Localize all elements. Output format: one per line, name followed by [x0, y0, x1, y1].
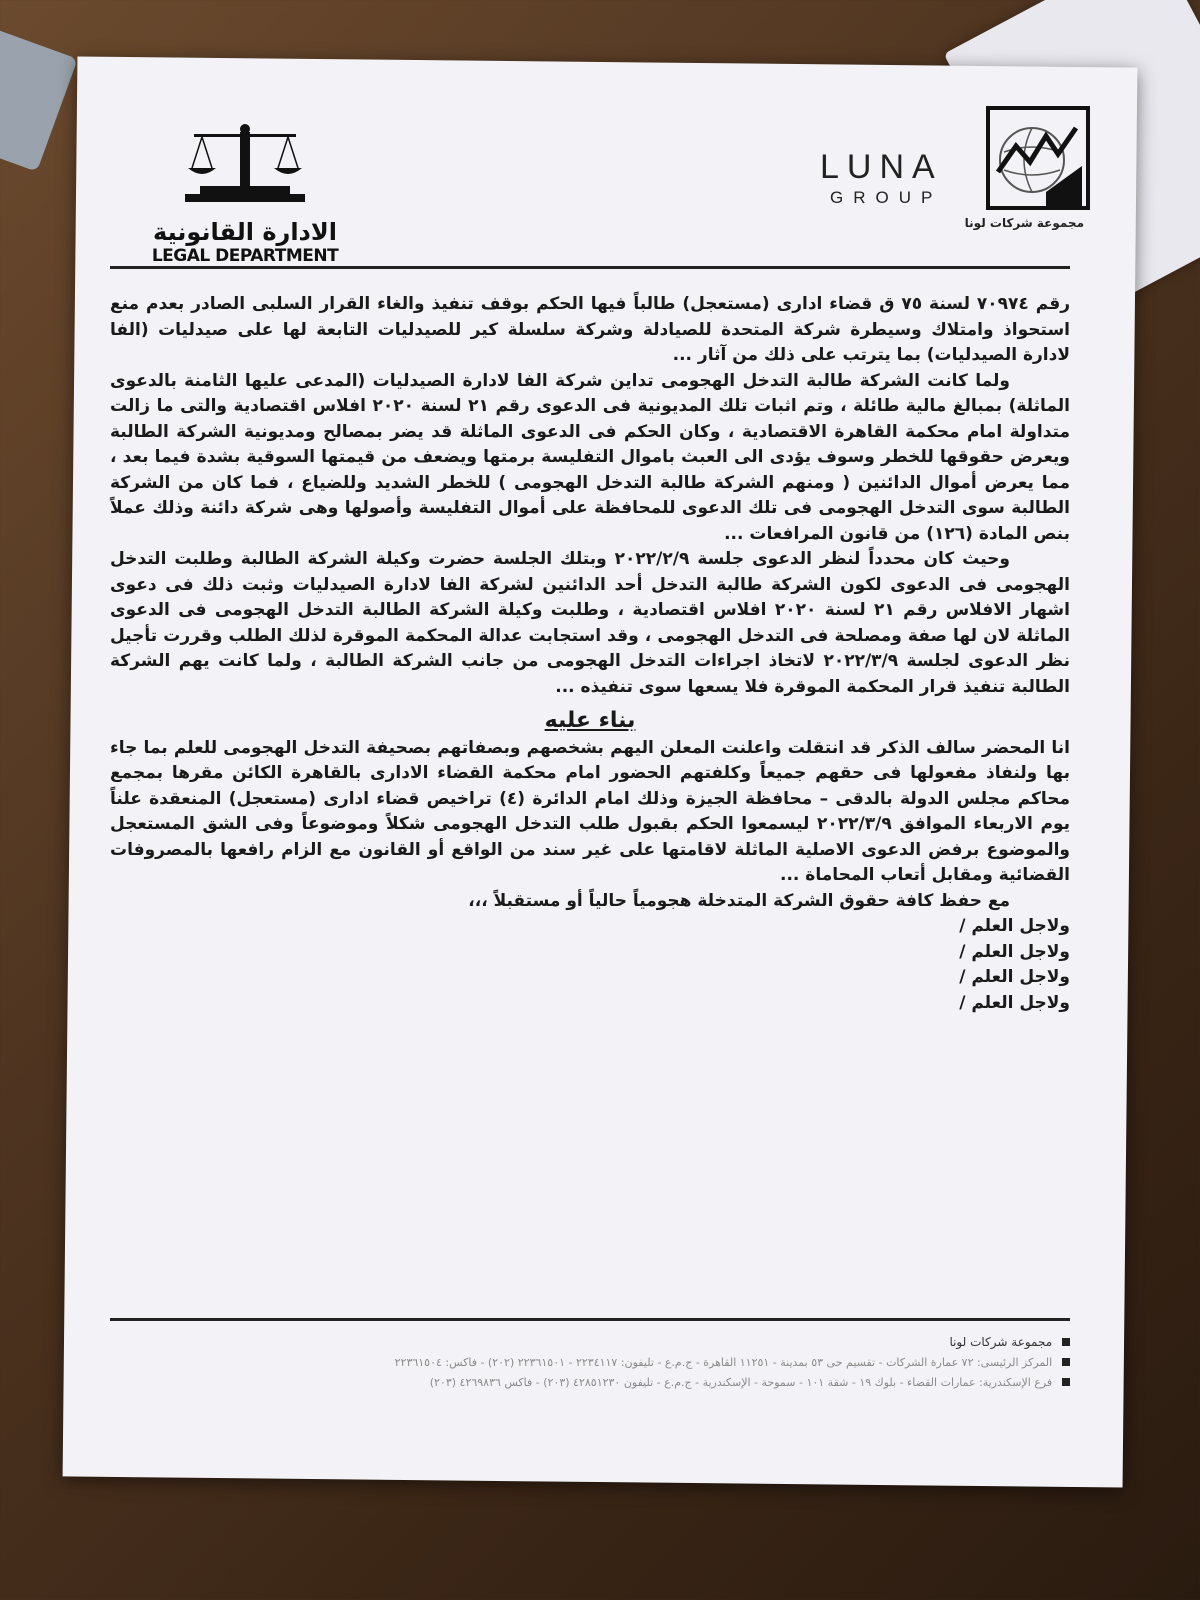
legal-department-logo [150, 120, 340, 266]
footer-head-office: المركز الرئيسى: ٧٢ عمارة الشركات - تقسيم حى ٥٣ بمدينة - ١١٢٥١ القاهرة - ج.م.ع - تليفون: ٢٢٣٤١١٧ - ٢٢٣٦١٥٠١ (٢٠٢) - فاكس: ٢٢٣٦١٥٠٤ [394, 1356, 1053, 1369]
footer-group-line [110, 1335, 1070, 1349]
closing-line: ولاجل العلم / [959, 967, 1070, 987]
legal-department-english: LEGAL DEPARTMENT [151, 246, 339, 266]
footer [110, 1335, 1070, 1395]
bullet-square-icon [1062, 1338, 1070, 1346]
desk-object [0, 28, 78, 172]
header-divider [110, 266, 1070, 269]
footer-group-name: مجموعة شركات لونا [949, 1335, 1053, 1349]
bullet-square-icon [1062, 1378, 1070, 1386]
closing-line: ولاجل العلم / [959, 916, 1070, 936]
brand-subtitle: GROUP [830, 188, 943, 207]
closing-line: ولاجل العلم / [959, 941, 1070, 962]
closing-line: ولاجل العلم / [959, 992, 1070, 1013]
bullet-square-icon [1062, 1358, 1070, 1366]
paragraph-reservation: مع حفظ كافة حقوق الشركة المتدخلة هجومياً حالياً أو مستقبلاً ،،، [468, 890, 1010, 911]
luna-emblem-icon [986, 106, 1090, 210]
brand-name: LUNA [820, 148, 943, 186]
luna-group-logo [800, 100, 1090, 240]
paragraph-creditor-claim: ولما كانت الشركة طالبة التدخل الهجومى تداين شركة الفا لادارة الصيدليات (المدعى عليها الثامنة بالدعوى الماثلة) بمبالغ مالية طائلة ، وتم اثبات تلك المديونية فى الدعوى رقم ٢١ لسنة ٢٠٢٠ افلاس اقتصادية والتى ما زالت متداولة امام محكمة القاهرة الاقتصادية ، وكان الحكم فى الدعوى الماثلة قد يضر بمصالح ومديونية الشركة الطالبة ويعرض حقوقها للخطر وسوف يؤدى الى العبث باموال التفليسة برمتها ويضعف من قيمتها السوقية بشدة فيما بعد ، مما يعرض أموال الدائنين ( ومنهم الشركة طالبة التدخل الهجومى ) للخطر الشديد وللضياع ، فما كان من الشركة الطالبة سوى التدخل الهجومى فى تلك الدعوى للمحافظة على أموال التفليسة وأصولها وهى شركة دائنة وذلك عملاً بنص المادة (١٢٦) من قانون المرافعات ... [110, 370, 1070, 544]
footer-head-office-line [110, 1355, 1070, 1369]
footer-alex-branch-line [110, 1375, 1070, 1389]
paragraph-summons: انا المحضر سالف الذكر قد انتقلت واعلنت المعلن اليهم بشخصهم وبصفاتهم بصحيفة التدخل الهجومى للعلم بما جاء بها ولنفاذ مفعولها فى حقهم جميعاً وكلفتهم الحضور امام محكمة القضاء الادارى بالقاهرة الكائن مقرها بمجمع محاكم مجلس الدولة بالدقى – محافظة الجيزة وذلك امام الدائرة (٤) تراخيص قضاء ادارى (مستعجل) المنعقدة علناً يوم الاربعاء الموافق ٢٠٢٢/٣/٩ ليسمعوا الحكم بقبول طلب التدخل الهجومى شكلاً وموضوعاً وفى الشق المستعجل والموضوع برفض الدعوى الاصلية الماثلة لاقامتها على غير سند من الواقع أو القانون مع الزام رافعها بالمصروفات القضائية ومقابل أتعاب المحاماة ... [110, 737, 1070, 885]
legal-department-arabic: الادارة القانونية [153, 218, 337, 246]
footer-alex-branch: فرع الإسكندرية: عمارات القضاء - بلوك ١٩ - شقة ١٠١ - سموحة - الإسكندرية - ج.م.ع - تليفون ٤٢٨٥١٢٣٠ (٢٠٣) - فاكس ٤٢٦٩٨٣٦ (٢٠٣) [429, 1376, 1053, 1389]
section-heading: بناء عليه [544, 708, 636, 733]
paragraph-case-reference: رقم ٧٠٩٧٤ لسنة ٧٥ ق قضاء ادارى (مستعجل) طالباً فيها الحكم بوقف تنفيذ والغاء القرار السلبى الصادر بعدم منع استحواذ وامتلاك وسيطرة شركة المتحدة للصيادلة وشركة سلسلة كير للصيدليات التابعة لها على صيدليات (الفا لادارة الصيدليات) بما يترتب على ذلك من آثار ... [110, 294, 1070, 365]
document-body [110, 292, 1070, 1016]
footer-divider [110, 1318, 1070, 1321]
paragraph-hearing-history: وحيث كان محدداً لنظر الدعوى جلسة ٢٠٢٢/٢/٩ وبتلك الجلسة حضرت وكيلة الشركة الطالبة وطلبت التدخل الهجومى فى الدعوى لكون الشركة طالبة التدخل أحد الدائنين لشركة الفا لادارة الصيدليات وثبت ذلك فى دعوى اشهار الافلاس رقم ٢١ لسنة ٢٠٢٠ افلاس اقتصادية ، وطلبت وكيلة الشركة الطالبة التدخل الهجومى فى الدعوى الماثلة لان لها صفة ومصلحة فى التدخل الهجومى ، وقد استجابت عدالة المحكمة الموقرة لذلك الطلب وقررت تأجيل نظر الدعوى لجلسة ٢٠٢٢/٣/٩ لاتخاذ اجراءات التدخل الهجومى من جانب الشركة الطالبة ، ولما كانت يهم الشركة الطالبة تنفيذ قرار المحكمة الموقرة فلا يسعها سوى تنفيذه ... [110, 549, 1070, 697]
brand-arabic-name: مجموعة شركات لونا [964, 216, 1084, 230]
scales-of-justice-icon [180, 120, 310, 210]
